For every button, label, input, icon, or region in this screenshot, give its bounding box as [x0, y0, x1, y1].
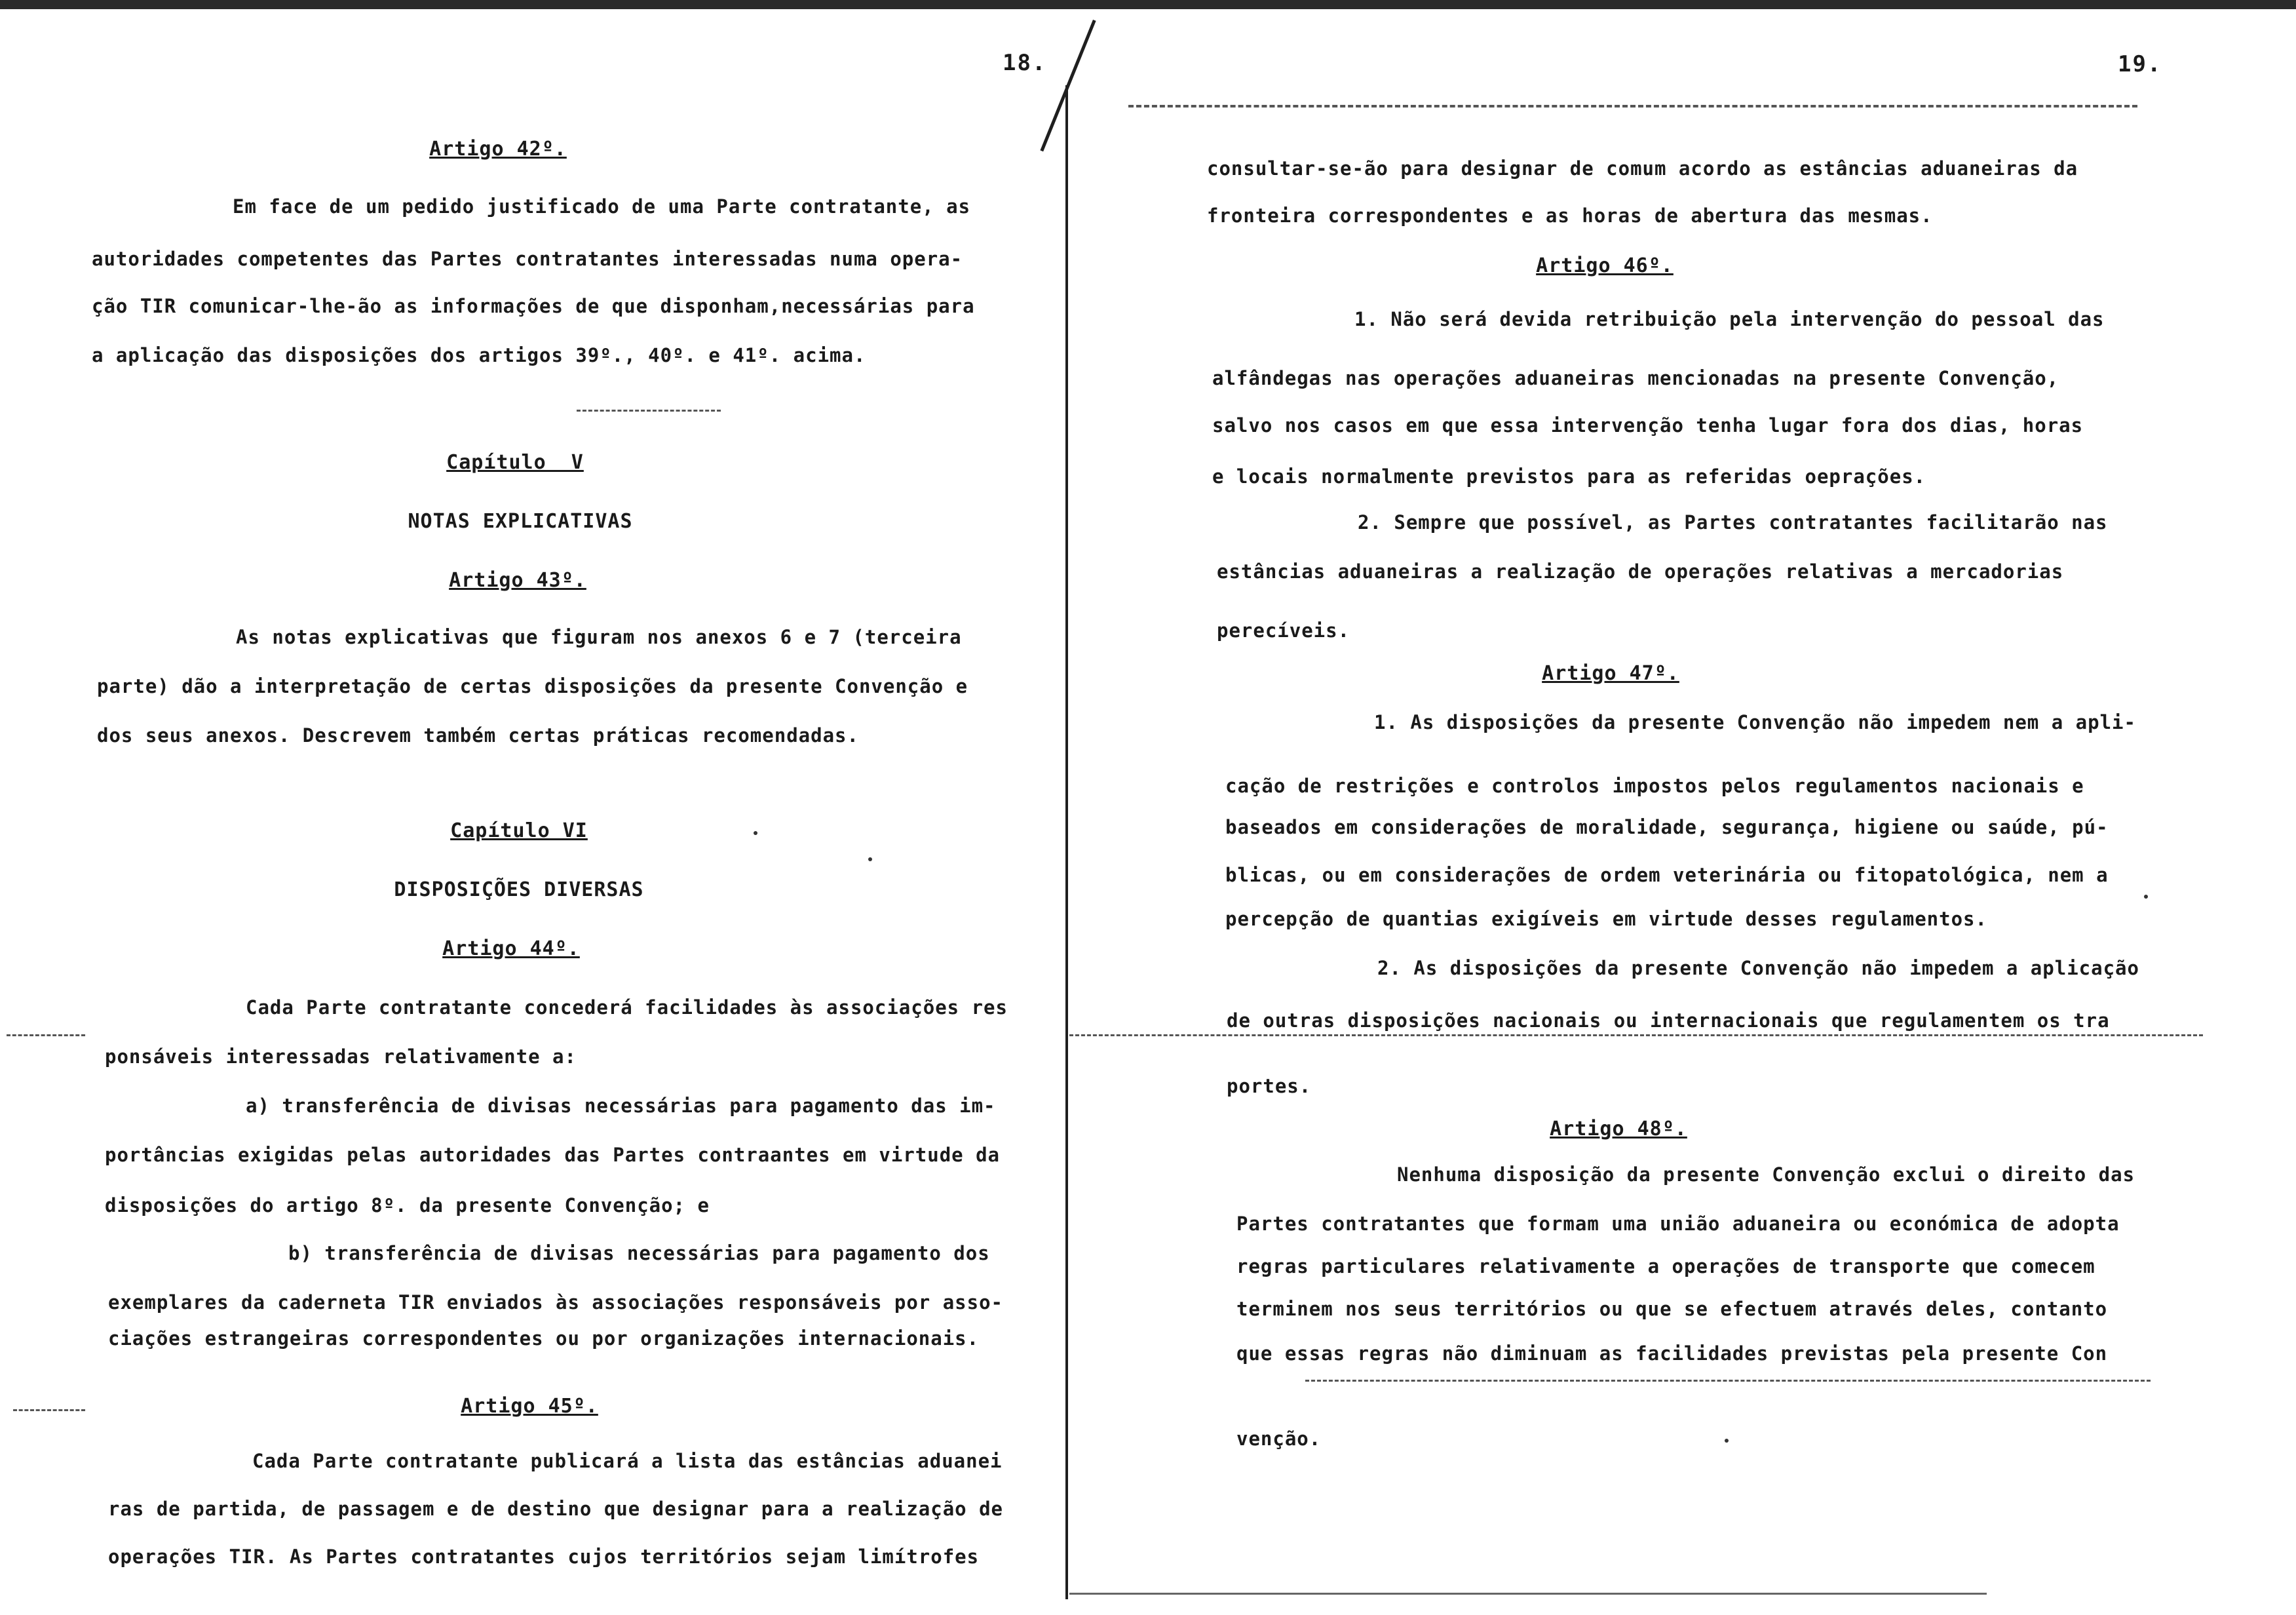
margin-noise	[13, 1409, 85, 1413]
article-47-line: de outras disposições nacionais ou internacionais que regulamentem os tra	[1227, 1009, 2110, 1032]
overlay-rule-dashes	[1069, 1034, 2203, 1038]
article-42-line: autoridades competentes das Partes contratantes interessadas numa opera-	[92, 248, 963, 270]
page-divider	[1065, 85, 1068, 1599]
article-48-line: Partes contratantes que formam uma união aduaneira ou económica de adopta	[1236, 1213, 2120, 1235]
article-44-line: a) transferência de divisas necessárias para pagamento das im-	[246, 1095, 996, 1117]
article-48-line: que essas regras não diminuam as facilidades previstas pela presente Con	[1236, 1342, 2108, 1365]
right-page	[1069, 0, 2296, 1615]
article-44-line: portâncias exigidas pelas autoridades das Partes contraantes em virtude da	[105, 1144, 1001, 1166]
article-43-line: parte) dão a interpretação de certas disposições da presente Convenção e	[97, 675, 968, 697]
separator-dashes	[577, 410, 721, 414]
bottom-edge-rule	[1069, 1593, 1987, 1595]
article-48-line: terminem nos seus territórios ou que se efectuem através deles, contanto	[1236, 1298, 2108, 1320]
article-46-line: 2. Sempre que possível, as Partes contratantes facilitarão nas	[1358, 511, 2108, 534]
article-43-line: As notas explicativas que figuram nos anexos 6 e 7 (terceira	[236, 626, 962, 648]
article-45-line: ras de partida, de passagem e de destino que designar para a realização de	[108, 1498, 1004, 1520]
article-46-line: e locais normalmente previstos para as referidas oeprações.	[1212, 465, 1926, 488]
article-47-line: percepção de quantias exigíveis em virtude desses regulamentos.	[1225, 908, 1987, 930]
article-47-line: 1. As disposições da presente Convenção não impedem nem a apli-	[1374, 711, 2136, 733]
article-44-line: ciações estrangeiras correspondentes ou por organizações internacionais.	[108, 1327, 980, 1350]
article-42-line: a aplicação das disposições dos artigos 39º., 40º. e 41º. acima.	[92, 344, 866, 366]
article-44-line: exemplares da caderneta TIR enviados às associações responsáveis por asso-	[108, 1291, 1004, 1313]
article-45-continuation-line: consultar-se-ão para designar de comum acordo as estâncias aduaneiras da	[1207, 157, 2078, 180]
chapter-6-subtitle: DISPOSIÇÕES DIVERSAS	[394, 878, 644, 901]
article-44-line: ponsáveis interessadas relativamente a:	[105, 1045, 577, 1068]
scan-speck	[754, 831, 757, 835]
article-46-title: Artigo 46º.	[1536, 254, 1674, 277]
article-47-line: cação de restrições e controlos impostos pelos regulamentos nacionais e	[1225, 775, 2084, 797]
article-42-line: ção TIR comunicar-lhe-ão as informações de que disponham,necessárias para	[92, 295, 975, 317]
page-number: 18.	[1003, 50, 1047, 76]
margin-noise	[1305, 1380, 2151, 1384]
article-46-line: estâncias aduaneiras a realização de operações relativas a mercadorias	[1217, 560, 2064, 583]
chapter-6-title: Capítulo VI	[450, 819, 588, 842]
article-45-title: Artigo 45º.	[461, 1395, 598, 1418]
article-44-line: Cada Parte contratante concederá facilidades às associações res	[246, 996, 1008, 1019]
article-47-line: baseados em considerações de moralidade, segurança, higiene ou saúde, pú-	[1225, 816, 2109, 838]
article-44-line: b) transferência de divisas necessárias para pagamento dos	[288, 1242, 990, 1264]
article-42-line: Em face de um pedido justificado de uma Parte contratante, as	[233, 195, 971, 218]
scan-speck	[868, 857, 872, 861]
article-43-title: Artigo 43º.	[449, 569, 586, 592]
article-45-line: Cada Parte contratante publicará a lista das estâncias aduanei	[252, 1450, 1003, 1472]
article-46-line: perecíveis.	[1217, 619, 1350, 642]
scan-speck	[1725, 1439, 1729, 1443]
left-page	[0, 0, 1065, 1615]
article-45-continuation-line: fronteira correspondentes e as horas de abertura das mesmas.	[1207, 204, 1933, 227]
article-42-title: Artigo 42º.	[429, 138, 567, 161]
article-43-line: dos seus anexos. Descrevem também certas práticas recomendadas.	[97, 724, 859, 747]
article-47-line: 2. As disposições da presente Convenção não impedem a aplicação	[1377, 957, 2139, 979]
article-44-title: Artigo 44º.	[442, 937, 580, 960]
article-45-line: operações TIR. As Partes contratantes cujos territórios sejam limítrofes	[108, 1546, 980, 1568]
article-44-line: disposições do artigo 8º. da presente Convenção; e	[105, 1194, 710, 1216]
article-46-line: alfândegas nas operações aduaneiras mencionadas na presente Convenção,	[1212, 367, 2059, 389]
article-46-line: 1. Não será devida retribuição pela intervenção do pessoal das	[1354, 308, 2105, 330]
margin-noise	[7, 1034, 85, 1038]
article-48-line: regras particulares relativamente a operações de transporte que comecem	[1236, 1255, 2095, 1277]
article-47-line: blicas, ou em considerações de ordem veterinária ou fitopatológica, nem a	[1225, 864, 2109, 886]
chapter-5-title: Capítulo V	[446, 451, 584, 474]
page-number: 19.	[2118, 51, 2162, 77]
article-47-title: Artigo 47º.	[1542, 662, 1679, 685]
article-48-line: venção.	[1236, 1428, 1322, 1450]
scan-speck	[2144, 895, 2148, 899]
article-47-line: portes.	[1227, 1075, 1312, 1097]
article-46-line: salvo nos casos em que essa intervenção tenha lugar fora dos dias, horas	[1212, 414, 2084, 437]
article-48-title: Artigo 48º.	[1550, 1118, 1687, 1140]
article-48-line: Nenhuma disposição da presente Convenção exclui o direito das	[1397, 1163, 2135, 1186]
top-rule-dashes	[1128, 105, 2137, 109]
chapter-5-subtitle: NOTAS EXPLICATIVAS	[408, 510, 633, 533]
